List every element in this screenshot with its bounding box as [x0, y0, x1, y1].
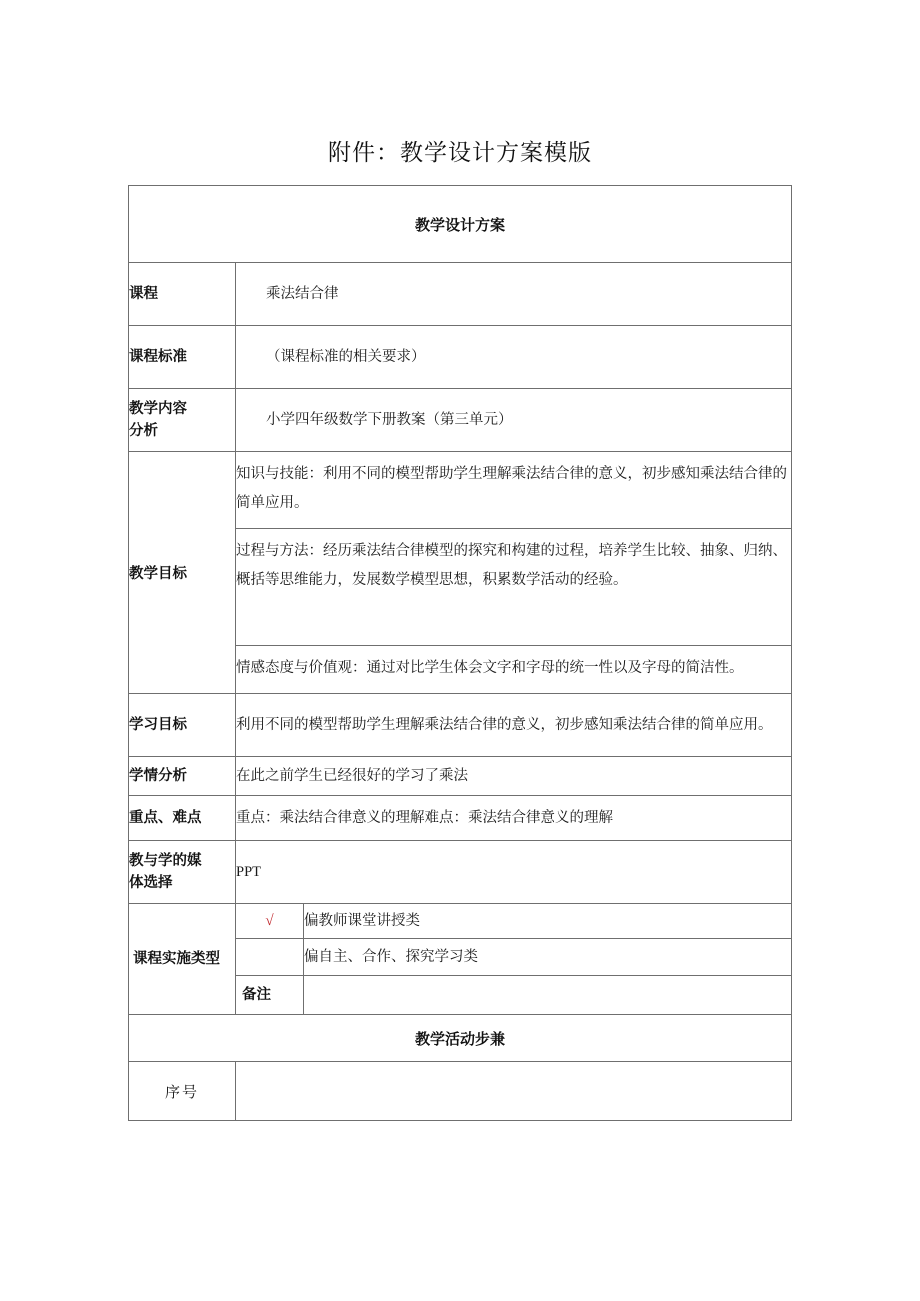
note-value[interactable]: [304, 976, 792, 1015]
table-header-title: 教学设计方案: [129, 186, 792, 263]
table-row: [129, 1015, 792, 1062]
row-label-key-difficult: 重点、难点: [129, 796, 236, 841]
row-value-sequence[interactable]: [236, 1062, 792, 1121]
option-label-teacher-lecture[interactable]: 偏教师课堂讲授类: [304, 904, 792, 939]
note-label: 备注: [236, 976, 304, 1015]
row-value-course[interactable]: 乘法结合律: [236, 263, 792, 326]
lesson-plan-table: [128, 185, 792, 1121]
table-row: [129, 841, 792, 904]
row-label-teaching-goals: 教学目标: [129, 452, 236, 694]
row-label-content-analysis-line1: 教学内容: [129, 400, 187, 417]
activity-section-header: 教学活动步兼: [129, 1015, 792, 1062]
row-value-standard[interactable]: （课程标准的相关要求）: [236, 326, 792, 389]
teaching-goal-item-3[interactable]: 情感态度与价值观：通过对比学生体会文字和字母的统一性以及字母的简洁性。: [236, 646, 792, 694]
teaching-goal-item-2[interactable]: 过程与方法：经历乘法结合律模型的探究和构建的过程，培养学生比较、抽象、归纳、概括等思维能力，发展数学模型思想，积累数学活动的经验。: [236, 529, 792, 646]
page-title: 附件：教学设计方案模版: [328, 140, 592, 165]
table-row: [129, 904, 792, 939]
table-row: [129, 796, 792, 841]
row-label-learning-goals: 学习目标: [129, 694, 236, 757]
checkbox-option-2[interactable]: [236, 939, 304, 976]
row-value-learning-goals[interactable]: 利用不同的模型帮助学生理解乘法结合律的意义，初步感知乘法结合律的简单应用。: [236, 694, 792, 757]
row-label-media-choice-line1: 教与学的媒: [129, 852, 202, 869]
table-row: [129, 452, 792, 529]
row-value-learner-analysis[interactable]: 在此之前学生已经很好的学习了乘法: [236, 757, 792, 796]
row-label-content-analysis: [129, 389, 236, 452]
row-label-media-choice: [129, 841, 236, 904]
table-row: [129, 389, 792, 452]
table-row: [129, 1062, 792, 1121]
row-label-media-choice-line2: 体选择: [129, 875, 173, 891]
table-row: [129, 757, 792, 796]
row-label-standard: 课程标准: [129, 326, 236, 389]
checkbox-option-1[interactable]: √: [236, 904, 304, 939]
row-label-sequence: 序号: [129, 1062, 236, 1121]
table-row: [129, 326, 792, 389]
teaching-goal-item-1[interactable]: 知识与技能：利用不同的模型帮助学生理解乘法结合律的意义，初步感知乘法结合律的简单应用。: [236, 452, 792, 529]
table-row: [129, 694, 792, 757]
table-row: [129, 186, 792, 263]
row-value-content-analysis[interactable]: 小学四年级数学下册教案（第三单元）: [236, 389, 792, 452]
row-label-course: 课程: [129, 263, 236, 326]
row-label-implementation-type: 课程实施类型: [129, 904, 236, 1015]
table-row: [129, 263, 792, 326]
row-value-key-difficult[interactable]: 重点：乘法结合律意义的理解难点：乘法结合律意义的理解: [236, 796, 792, 841]
row-value-media-choice[interactable]: PPT: [236, 841, 792, 904]
lesson-plan-table-wrapper: [128, 185, 791, 1121]
row-label-learner-analysis: 学情分析: [129, 757, 236, 796]
option-label-inquiry-learning[interactable]: 偏自主、合作、探究学习类: [304, 939, 792, 976]
row-label-content-analysis-line2: 分析: [129, 423, 158, 439]
